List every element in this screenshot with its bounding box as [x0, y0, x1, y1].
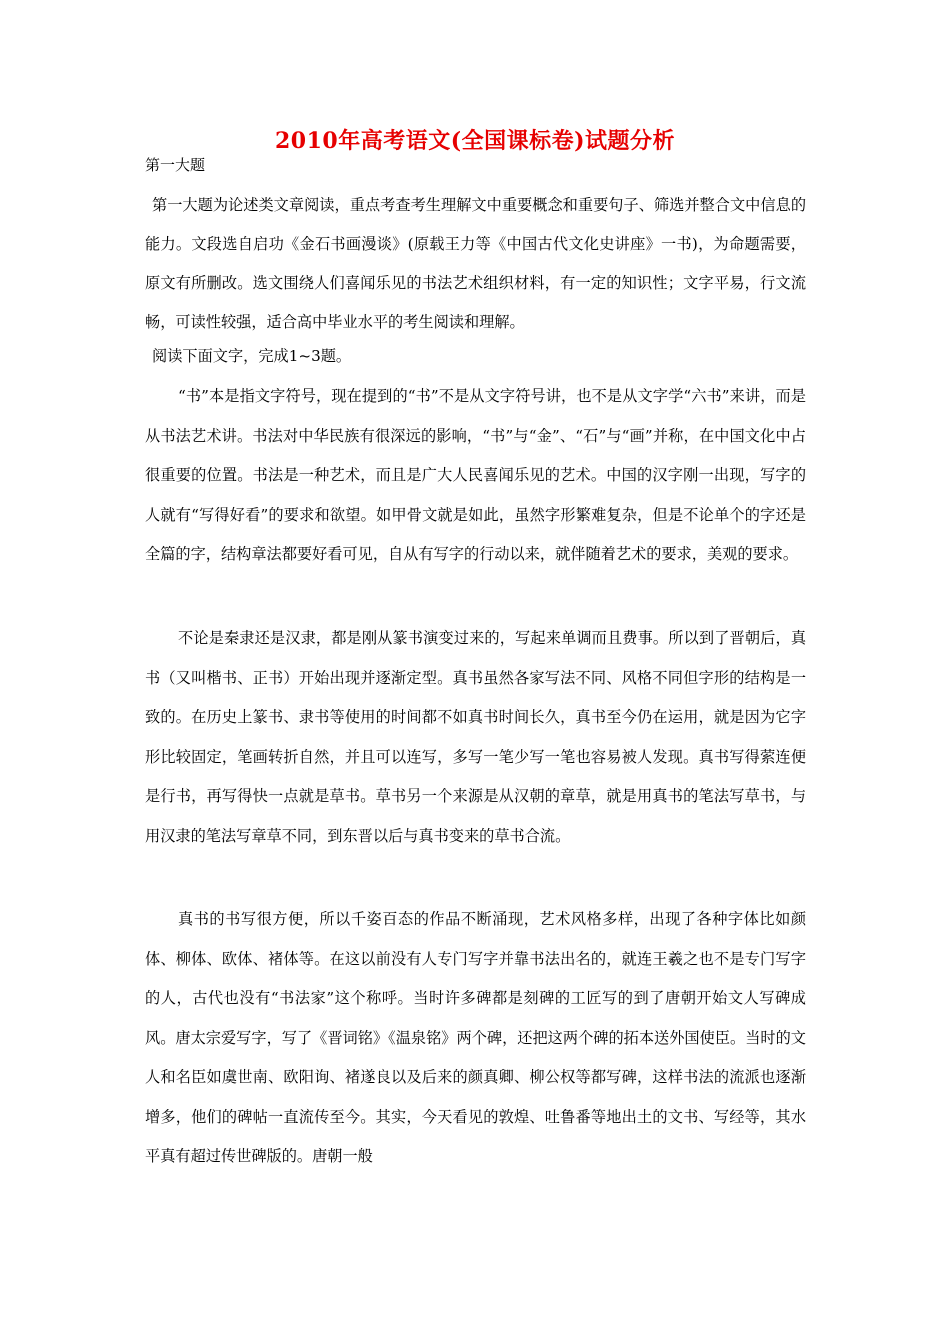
intro-paragraph: 第一大题为论述类文章阅读，重点考查考生理解文中重要概念和重要句子、筛选并整合文中信息的能力。文段选自启功《金石书画漫谈》(原载王力等《中国古代文化史讲座》一书)，为命题需要，原文有所删改。选文围绕人们喜闻乐见的书法艺术组织材料，有一定的知识性；文字平易，行文流畅，可读性较强，适合高中毕业水平的考生阅读和理解。: [145, 196, 806, 331]
document-title: 2010年高考语文(全国课标卷)试题分析: [274, 128, 676, 154]
passage-paragraph-2: 不论是秦隶还是汉隶，都是刚从篆书演变过来的，写起来单调而且费事。所以到了晋朝后，真书（又叫楷书、正书）开始出现并逐渐定型。真书虽然各家写法不同、风格不同但字形的结构是一致的。在历史上篆书、隶书等使用的时间都不如真书时间长久，真书至今仍在运用，就是因为它字形比较固定，笔画转折自然，并且可以连写，多写一笔少写一笔也容易被人发现。真书写得萦连便是行书，再写得快一点就是草书。草书另一个来源是从汉朝的章草，就是用真书的笔法写草书，与用汉隶的笔法写章草不同，到东晋以后与真书变来的草书合流。: [145, 629, 806, 845]
reading-instruction: 阅读下面文字，完成1~3题。: [152, 347, 352, 365]
section-heading: 第一大题: [145, 156, 206, 174]
passage-paragraph-3: 真书的书写很方便，所以千姿百态的作品不断涌现，艺术风格多样，出现了各种字体比如颜体、柳体、欧体、褚体等。在这以前没有人专门写字并靠书法出名的，就连王羲之也不是专门写字的人，古代也没有“书法家”这个称呼。当时许多碑都是刻碑的工匠写的到了唐朝开始文人写碑成风。唐太宗爱写字，写了《晋词铭》《温泉铭》两个碑，还把这两个碑的拓本送外国使臣。当时的文人和名臣如虞世南、欧阳询、褚遂良以及后来的颜真卿、柳公权等都写碑，这样书法的流派也逐渐增多，他们的碑帖一直流传至今。其实，今天看见的敦煌、吐鲁番等地出土的文书、写经等，其水平真有超过传世碑版的。唐朝一般: [145, 910, 806, 1165]
passage-paragraph-1: “书”本是指文字符号，现在提到的“书”不是从文字符号讲，也不是从文字学“六书”来讲，而是从书法艺术讲。书法对中华民族有很深远的影响，“书”与“金”、“石”与“画”并称，在中国文化中占很重要的位置。书法是一种艺术，而且是广大人民喜闻乐见的艺术。中国的汉字刚一出现，写字的人就有“写得好看”的要求和欲望。如甲骨文就是如此，虽然字形繁难复杂，但是不论单个的字还是全篇的字，结构章法都要好看可见，自从有写字的行动以来，就伴随着艺术的要求，美观的要求。: [145, 387, 806, 563]
